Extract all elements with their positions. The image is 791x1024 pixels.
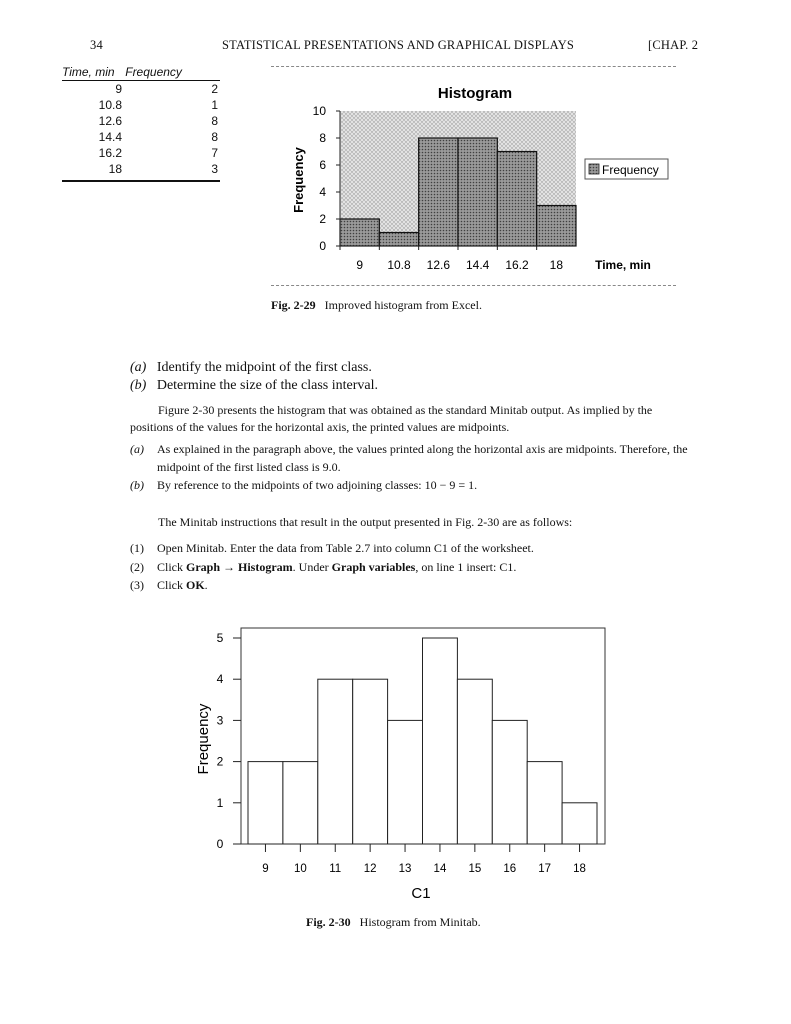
table-bottom-rule xyxy=(62,180,220,182)
histogram-bar xyxy=(353,679,388,844)
table-cell-frequency: 7 xyxy=(211,146,218,160)
minitab-histogram-figure xyxy=(178,622,628,912)
table-cell-time: 18 xyxy=(108,162,122,176)
step-3 xyxy=(130,577,730,595)
table-row xyxy=(62,81,220,97)
table-cell-frequency: 8 xyxy=(211,130,218,144)
chapter-label: [CHAP. 2 xyxy=(648,38,699,52)
histogram-bar xyxy=(419,138,458,246)
histogram-bar xyxy=(458,138,497,246)
chart-title: Histogram xyxy=(437,85,513,102)
histogram-bar xyxy=(492,720,527,844)
y-tick-label: 2 xyxy=(216,754,224,769)
x-tick-label: 11 xyxy=(329,863,342,875)
y-tick-label: 8 xyxy=(319,131,326,145)
paragraph-2: The Minitab instructions that result in the output presented in Fig. 2-30 are as follows: xyxy=(158,515,573,529)
question-b-label: (b) xyxy=(130,378,147,393)
table-cell-time: 14.4 xyxy=(98,130,122,144)
table-header-row xyxy=(62,64,220,80)
x-tick-label: 12.6 xyxy=(426,258,451,272)
answer-b xyxy=(130,477,730,495)
table-cell-time: 12.6 xyxy=(98,114,122,128)
table-row xyxy=(62,161,220,177)
x-axis-label: C1 xyxy=(411,885,431,902)
running-title: STATISTICAL PRESENTATIONS AND GRAPHICAL DISPLAYS xyxy=(222,38,575,52)
y-tick-label: 0 xyxy=(319,239,326,253)
y-tick-label: 4 xyxy=(216,672,224,687)
histogram-bar xyxy=(527,762,562,844)
histogram-bar xyxy=(283,762,318,844)
y-tick-label: 10 xyxy=(312,104,326,118)
x-tick-label: 18 xyxy=(549,258,564,272)
table-cell-time: 16.2 xyxy=(98,146,122,160)
step-2-label: (2) xyxy=(130,560,144,574)
table-header-frequency: Frequency xyxy=(125,65,182,79)
frequency-table xyxy=(62,64,220,182)
step-3-text: Click OK. xyxy=(157,578,208,592)
legend-label: Frequency xyxy=(602,163,659,177)
histogram-bar xyxy=(423,638,458,844)
histogram-bar xyxy=(340,219,379,246)
y-tick-label: 3 xyxy=(216,713,224,728)
table-cell-frequency: 8 xyxy=(211,114,218,128)
histogram-bar xyxy=(457,679,492,844)
y-tick-label: 4 xyxy=(319,185,326,199)
table-cell-frequency: 1 xyxy=(211,98,218,112)
table-cell-time: 9 xyxy=(115,82,122,96)
paragraph-1-line-2: positions of the values for the horizontal axis, the printed values are midpoints. xyxy=(130,420,510,434)
x-tick-label: 12 xyxy=(363,863,377,875)
x-tick-label: 9 xyxy=(262,863,269,875)
excel-histogram-chart xyxy=(271,67,676,285)
step-2-graph-variables-keyword: Graph variables xyxy=(331,560,416,574)
table-body xyxy=(62,81,220,177)
histogram-bar xyxy=(388,720,423,844)
legend xyxy=(585,159,668,179)
step-1 xyxy=(130,540,730,558)
question-a xyxy=(130,360,372,376)
y-tick-label: 1 xyxy=(216,795,224,810)
x-tick-label: 15 xyxy=(468,863,482,875)
x-tick-label: 13 xyxy=(398,863,412,875)
answer-a-line-2: midpoint of the first listed class is 9.0. xyxy=(157,460,341,474)
y-axis-label: Frequency xyxy=(291,147,306,213)
table-row xyxy=(62,113,220,129)
histogram-bar xyxy=(497,152,536,247)
minitab-histogram-chart xyxy=(178,622,628,912)
table-cell-frequency: 3 xyxy=(211,162,218,176)
step-1-label: (1) xyxy=(130,541,144,555)
histogram-bar xyxy=(562,803,597,844)
x-axis-label: Time, min xyxy=(595,258,651,272)
y-tick-label: 6 xyxy=(319,158,326,172)
question-a-text: Identify the midpoint of the first class. xyxy=(156,360,372,375)
legend-swatch-icon xyxy=(589,164,599,174)
y-tick-label: 2 xyxy=(319,212,326,226)
x-tick-label: 10.8 xyxy=(387,258,411,272)
table-row xyxy=(62,145,220,161)
x-tick-label: 14.4 xyxy=(465,258,490,272)
histogram-bar xyxy=(537,206,576,247)
x-tick-label: 16 xyxy=(503,863,517,875)
figure1-caption-label: Fig. 2-29 xyxy=(271,298,316,312)
excel-histogram-figure xyxy=(271,66,676,286)
step-3-label: (3) xyxy=(130,578,144,592)
x-tick-label: 10 xyxy=(293,863,307,875)
x-tick-label: 9 xyxy=(356,258,364,272)
figure1-caption-text: Improved histogram from Excel. xyxy=(324,298,482,312)
answer-a-label: (a) xyxy=(130,442,144,456)
answer-b-text: By reference to the midpoints of two adjoining classes: 10 − 9 = 1. xyxy=(157,478,478,492)
y-tick-label: 5 xyxy=(216,631,224,645)
x-tick-label: 16.2 xyxy=(505,258,529,272)
x-tick-label: 14 xyxy=(433,863,447,875)
y-tick-label: 0 xyxy=(216,837,224,851)
figure2-caption-text: Histogram from Minitab. xyxy=(359,915,481,929)
figure1-caption xyxy=(271,298,482,313)
step-1-text: Open Minitab. Enter the data from Table 2.7 into column C1 of the worksheet. xyxy=(157,541,534,555)
page-number: 34 xyxy=(90,38,103,52)
table-cell-time: 10.8 xyxy=(98,98,122,112)
step-2-graph-keyword: Graph xyxy=(186,560,221,574)
y-axis-label: Frequency xyxy=(195,703,212,775)
figure2-caption-label: Fig. 2-30 xyxy=(306,915,351,929)
x-tick-label: 17 xyxy=(538,863,552,875)
figure2-caption xyxy=(306,915,481,930)
histogram-bar xyxy=(318,679,353,844)
answer-a xyxy=(130,441,730,477)
paragraph-1-line-1: Figure 2-30 presents the histogram that was obtained as the standard Minitab output. As implied by the xyxy=(158,403,653,417)
table-header-time: Time, min xyxy=(62,65,115,79)
x-tick-label: 18 xyxy=(573,863,586,875)
step-2-histogram-keyword: Histogram xyxy=(238,560,293,574)
step-3-ok-keyword: OK xyxy=(186,578,205,592)
question-b xyxy=(130,378,378,394)
answer-a-line-1: As explained in the paragraph above, the values printed along the horizontal axis are midpoints. Therefore, the xyxy=(157,442,688,456)
answer-b-label: (b) xyxy=(130,478,144,492)
histogram-bar xyxy=(379,233,418,247)
table-cell-frequency: 2 xyxy=(211,82,218,96)
question-b-text: Determine the size of the class interval. xyxy=(156,378,379,393)
step-2-text: Click Graph → Histogram. Under Graph variables, on line 1 insert: C1. xyxy=(157,560,517,574)
table-row xyxy=(62,97,220,113)
histogram-bar xyxy=(248,762,283,844)
question-a-label: (a) xyxy=(130,360,147,375)
step-2 xyxy=(130,559,730,577)
table-row xyxy=(62,129,220,145)
